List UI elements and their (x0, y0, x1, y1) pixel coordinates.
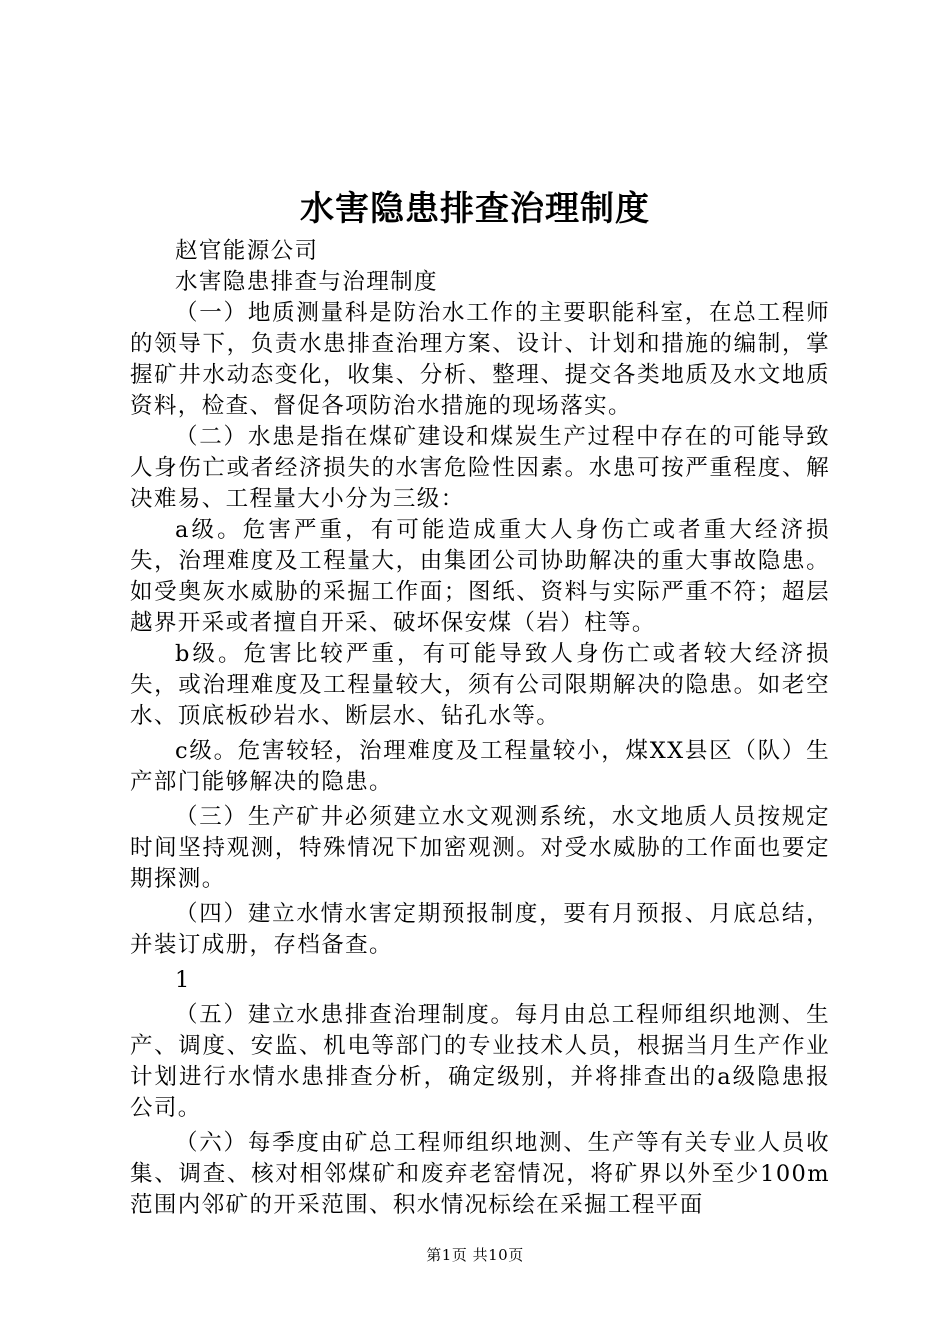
paragraph-grade-b: b级。危害比较严重，有可能导致人身伤亡或者较大经济损失，或治理难度及工程量较大，须有公司限期解决的隐患。如老空水、顶底板砂岩水、断层水、钻孔水等。 (130, 641, 830, 729)
paragraph-2: （二）水患是指在煤矿建设和煤炭生产过程中存在的可能导致人身伤亡或者经济损失的水害危险性因素。水患可按严重程度、解决难易、工程量大小分为三级： (130, 424, 830, 512)
paragraph-6: （六）每季度由矿总工程师组织地测、生产等有关专业人员收集、调查、核对相邻煤矿和废弃老窑情况，将矿界以外至少100m范围内邻矿的开采范围、积水情况标绘在采掘工程平面 (130, 1130, 830, 1218)
paragraph-grade-a: a级。危害严重，有可能造成重大人身伤亡或者重大经济损失，治理难度及工程量大，由集团公司协助解决的重大事故隐患。如受奥灰水威胁的采掘工作面；图纸、资料与实际严重不符；超层越界开采或者擅自开采、破坏保安煤（岩）柱等。 (130, 517, 830, 636)
paragraph-3: （三）生产矿井必须建立水文观测系统，水文地质人员按规定时间坚持观测，特殊情况下加密观测。对受水威胁的工作面也要定期探测。 (130, 804, 830, 892)
paragraph-grade-c: c级。危害较轻，治理难度及工程量较小，煤XX县区（队）生产部门能够解决的隐患。 (130, 738, 830, 795)
paragraph-4: （四）建立水情水害定期预报制度，要有月预报、月底总结，并装订成册，存档备查。 (130, 901, 830, 958)
document-body (130, 236, 830, 1221)
subtitle: 水害隐患排查与治理制度 (175, 269, 438, 295)
inline-page-number: 1 (175, 967, 191, 993)
document-title: 水害隐患排查治理制度 (300, 189, 650, 229)
paragraph-1: （一）地质测量科是防治水工作的主要职能科室，在总工程师的领导下，负责水患排查治理方案、设计、计划和措施的编制，掌握矿井水动态变化，收集、分析、整理、提交各类地质及水文地质资料，检查、督促各项防治水措施的现场落实。 (130, 300, 830, 419)
paragraph-5: （五）建立水患排查治理制度。每月由总工程师组织地测、生产、调度、安监、机电等部门的专业技术人员，根据当月生产作业计划进行水情水患排查分析，确定级别，并将排查出的a级隐患报公司。 (130, 1002, 830, 1121)
company-name: 赵官能源公司 (175, 238, 319, 264)
page-footer: 第1页 共10页 (426, 1246, 524, 1264)
